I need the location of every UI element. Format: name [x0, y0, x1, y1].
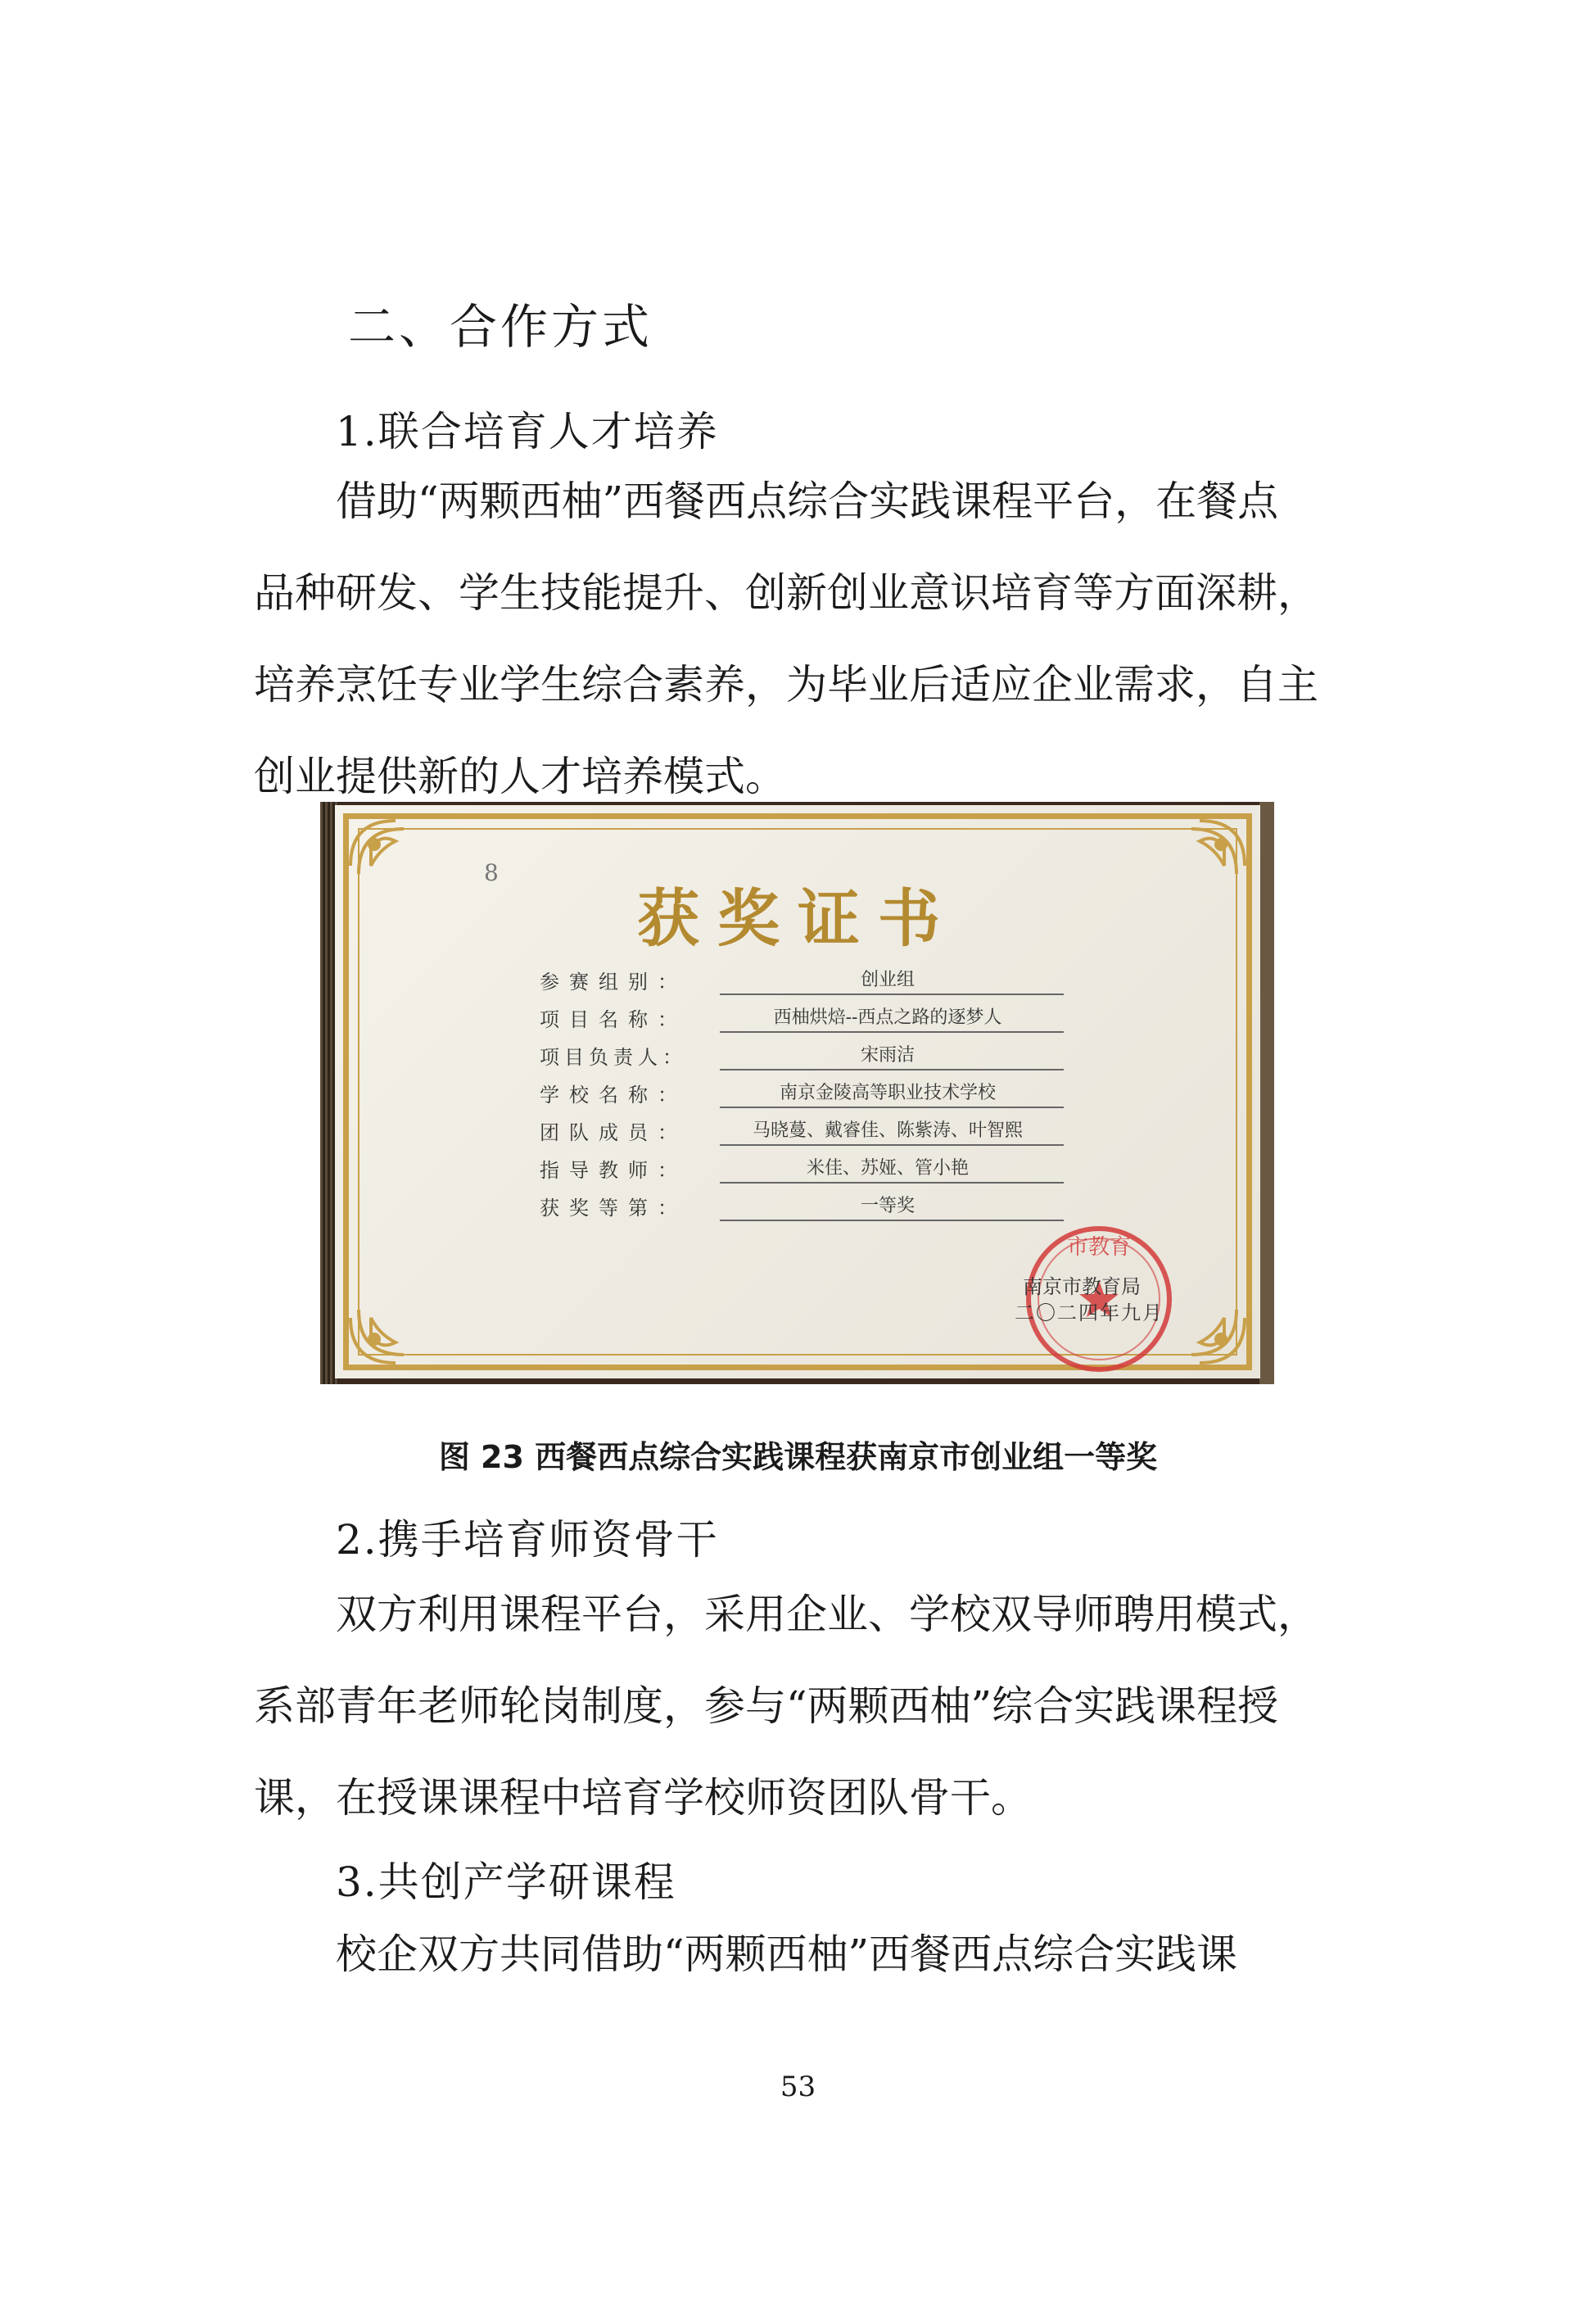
detail-value: 创业组	[860, 970, 915, 990]
subsection-title-2: 2.携手培育师资骨干	[336, 1516, 719, 1564]
paragraph-line: 借助“两颗西柚”西餐西点综合实践课程平台，在餐点	[336, 478, 1279, 525]
detail-value: 马晓蔓、戴睿佳、陈紫涛、叶智熙	[752, 1120, 1023, 1141]
paragraph-line: 创业提供新的人才培养模式。	[254, 753, 786, 800]
photo-background-edge	[1259, 802, 1274, 1384]
detail-value: 宋雨洁	[860, 1045, 915, 1066]
detail-row	[540, 1111, 1064, 1149]
underline	[720, 1031, 1064, 1033]
detail-row	[540, 998, 1064, 1036]
page-number: 53	[780, 2071, 816, 2103]
detail-label: 学校名称：	[540, 1084, 687, 1107]
paragraph-1	[254, 455, 1327, 822]
detail-row	[540, 1149, 1064, 1187]
figure-caption: 图 23 西餐西点综合实践课程获南京市创业组一等奖	[438, 1439, 1158, 1475]
issue-date: 二〇二四年九月	[1015, 1301, 1164, 1324]
section-heading: 二、合作方式	[348, 299, 653, 355]
detail-row	[540, 1036, 1064, 1074]
paragraph-line: 双方利用课程平台，采用企业、学校双导师聘用模式，	[336, 1591, 1318, 1638]
underline	[720, 1220, 1064, 1221]
paragraph-line: 培养烹饪专业学生综合素养，为毕业后适应企业需求，自主	[254, 661, 1318, 708]
detail-row	[540, 961, 1064, 998]
underline	[720, 994, 1064, 995]
detail-row	[540, 1187, 1064, 1224]
paragraph-line: 课，在授课课程中培育学校师资团队骨干。	[254, 1774, 1032, 1822]
detail-value: 米佳、苏娅、管小艳	[806, 1158, 969, 1179]
subsection-title-1: 1.联合培育人才培养	[336, 408, 719, 455]
underline	[720, 1182, 1064, 1184]
subsection-title-3: 3.共创产学研课程	[336, 1858, 676, 1906]
paragraph-line: 品种研发、学生技能提升、创新创业意识培育等方面深耕，	[254, 569, 1318, 617]
underline	[720, 1069, 1064, 1070]
issuer: 南京市教育局	[1023, 1275, 1141, 1298]
detail-label: 团队成员：	[540, 1121, 687, 1144]
seal-text: 市教育	[1066, 1235, 1132, 1260]
handwritten-mark: 8	[484, 859, 499, 886]
certificate-photo	[320, 802, 1274, 1384]
detail-value: 南京金陵高等职业技术学校	[779, 1083, 996, 1103]
ornament-corner-icon	[346, 1277, 436, 1367]
detail-row	[540, 1074, 1064, 1111]
detail-value: 一等奖	[860, 1196, 915, 1216]
underline	[720, 1107, 1064, 1108]
paragraph-line: 校企双方共同借助“两颗西柚”西餐西点综合实践课	[336, 1930, 1238, 1978]
certificate-title: 获奖证书	[637, 882, 958, 955]
detail-label: 项目名称：	[540, 1008, 687, 1031]
detail-label: 获奖等第：	[540, 1197, 687, 1220]
paragraph-line: 系部青年老师轮岗制度，参与“两颗西柚”综合实践课程授	[254, 1682, 1279, 1730]
underline	[720, 1144, 1064, 1146]
paragraph-2	[254, 1568, 1327, 1844]
certificate	[335, 805, 1260, 1378]
detail-label: 参赛组别：	[540, 971, 687, 994]
detail-value: 西柚烘焙--西点之路的逐梦人	[773, 1007, 1002, 1028]
certificate-details	[540, 961, 1064, 1224]
detail-label: 项目负责人：	[540, 1046, 687, 1069]
detail-label: 指导教师：	[540, 1159, 687, 1182]
paragraph-3	[254, 1908, 1327, 2000]
